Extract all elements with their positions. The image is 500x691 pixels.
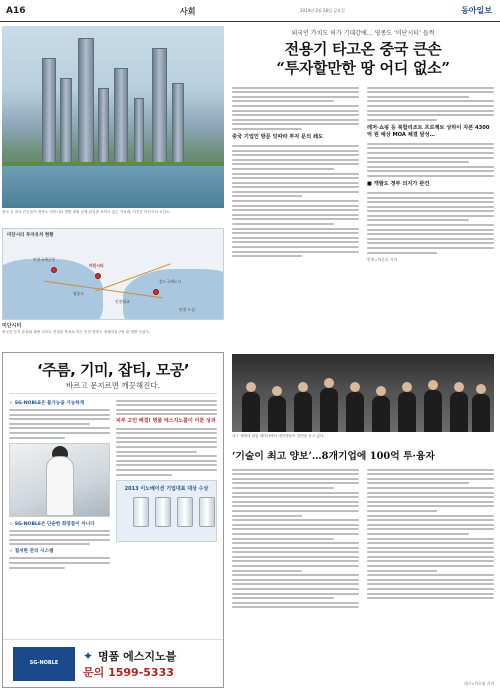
map-label: 인천 도심 bbox=[179, 307, 195, 312]
map-label: 영종도 bbox=[73, 291, 85, 296]
ad-highlight: 피부 고민 해결! 명품 에스지노블이 이룬 성과 bbox=[116, 417, 216, 424]
article-body bbox=[232, 466, 494, 688]
map-label: 미단시티 bbox=[89, 263, 104, 268]
location-map bbox=[2, 228, 224, 320]
seminar-photo bbox=[232, 354, 494, 432]
ad-brand-name: 명품 에스지노블 bbox=[98, 649, 177, 663]
ad-headline: ‘주름, 기미, 잡티, 모공’ bbox=[36, 361, 190, 379]
sidebar-note bbox=[2, 322, 224, 348]
article-subhead: ■ 개발도 정부 의지가 관건 bbox=[367, 180, 430, 187]
article-body bbox=[232, 84, 494, 349]
award-product-box bbox=[116, 480, 217, 542]
map-pin-midan-city bbox=[95, 273, 101, 279]
page-number: A16 bbox=[6, 6, 26, 16]
brand-logo: SG-NOBLE bbox=[13, 647, 75, 681]
product-bottle bbox=[133, 497, 149, 527]
article-subhead: 중국 기업인 방문 잇따라 투자 문의 쇄도 bbox=[232, 133, 324, 140]
article-byline: 인천=차준호 기자 bbox=[367, 256, 398, 262]
ad-column bbox=[9, 397, 110, 597]
article-column bbox=[367, 84, 494, 349]
map-title: 미단시티 투자유치 현황 bbox=[7, 233, 54, 238]
article-column bbox=[232, 84, 359, 349]
advertisement bbox=[2, 352, 224, 688]
award-label: 2013 이노베이션 기업대표 대상 수상 bbox=[124, 485, 209, 492]
researcher-photo bbox=[9, 443, 110, 517]
photo-caption: 중국 등 외국 큰손들이 영종도 미단시티 개발 계획 등에 관심을 보이고 있는 가운데, 사진은 미단시티 조감도. bbox=[2, 210, 171, 214]
ad-section-title: ☆ SG-NOBLE은 불가능을 가능하게 bbox=[9, 401, 85, 406]
map-label: 송도국제도시 bbox=[159, 279, 182, 284]
ad-section-title: ☆ 철저한 관리 시스템 bbox=[9, 549, 54, 555]
headline-line-1: 전용기 타고온 중국 큰손 bbox=[284, 40, 442, 58]
photo-caption: 대구 계명대 취업 세미나에서 대학생들이 강연을 듣고 있다. bbox=[232, 434, 325, 438]
note-text: 외국인 투자 유치와 복합 리조트 건설을 목표로 하는 인천 영종도 경제자유구역 내 개발 사업지. bbox=[2, 330, 150, 334]
map-label: 인천국제공항 bbox=[33, 257, 56, 262]
article-subhead: 레저·쇼핑 등 복합리조트 프로젝트 상하이 자본 4300억 원 예상 MOA 체결 달성… bbox=[367, 124, 490, 138]
ad-column bbox=[116, 397, 217, 597]
article-column bbox=[232, 466, 359, 688]
map-pin-airport bbox=[51, 267, 57, 273]
newspaper-masthead: 동아일보 bbox=[461, 6, 492, 15]
city-render-photo bbox=[2, 26, 224, 208]
ad-subhead: 바르고 문지르면 깨끗해진다. bbox=[65, 381, 161, 390]
map-pin-songdo bbox=[153, 289, 159, 295]
page-header bbox=[0, 0, 500, 22]
article-kicker: 외국인 가치도 허가 기대감에… 영종도 ‘미단시티’ 들썩 bbox=[291, 30, 435, 37]
product-bottle bbox=[199, 497, 215, 527]
product-bottle bbox=[155, 497, 171, 527]
article-headline bbox=[232, 40, 494, 78]
section-title: 사회 bbox=[180, 7, 196, 16]
dateline: 2014년 2월 28일 금요일 bbox=[300, 8, 345, 13]
article-byline: 대구=이호원 기자 bbox=[463, 681, 494, 686]
ad-phone-number: 문의 1599-5333 bbox=[83, 665, 174, 679]
map-label: 인천대교 bbox=[115, 299, 130, 304]
headline-line-2: “투자할만한 땅 어디 없소” bbox=[276, 59, 450, 77]
article-column bbox=[367, 466, 494, 688]
note-title: 미단시티 bbox=[2, 323, 22, 329]
star-icon: ✦ bbox=[83, 648, 94, 663]
product-bottle bbox=[177, 497, 193, 527]
ad-section-title: ☆ SG-NOBLE은 단순한 화장품이 아니다 bbox=[9, 521, 95, 527]
ad-footer bbox=[3, 639, 223, 687]
article-headline: ‘기술이 최고 양보’…8개기업에 100억 투·융자 bbox=[232, 451, 435, 462]
